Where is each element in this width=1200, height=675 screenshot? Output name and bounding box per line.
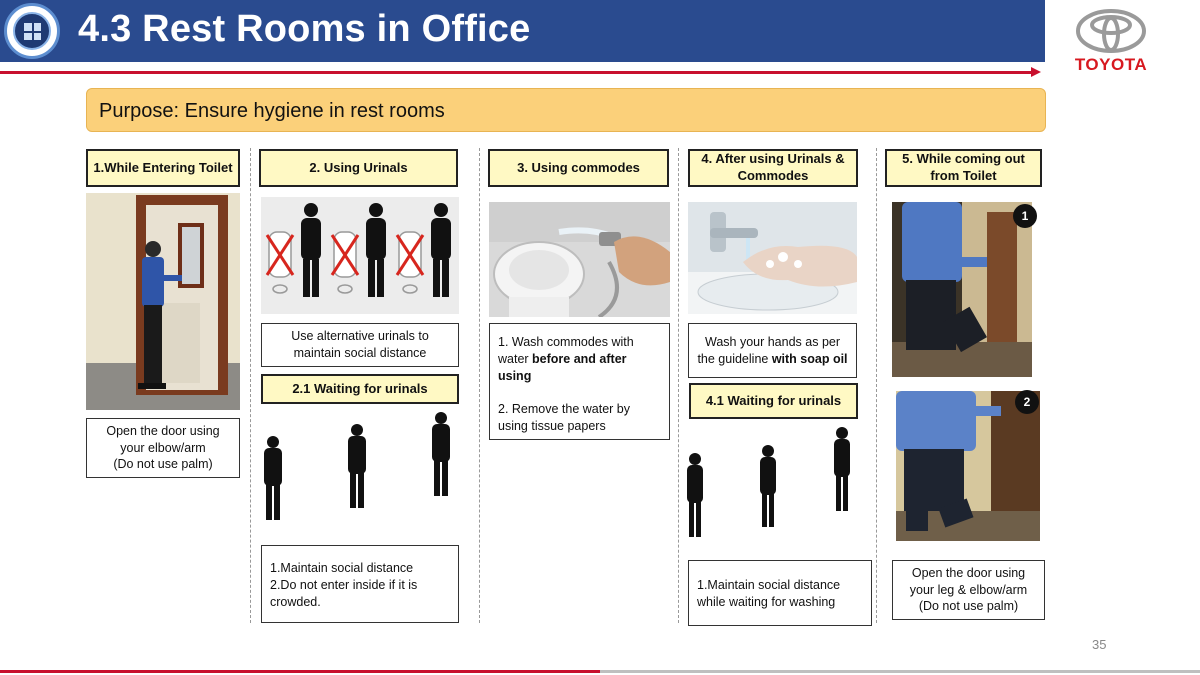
caption-emphasis: using bbox=[498, 368, 532, 383]
column-divider bbox=[479, 148, 480, 623]
caption-line: 1. Wash commodes with bbox=[498, 335, 634, 349]
step-2-heading bbox=[259, 149, 458, 187]
step-4-1-caption bbox=[688, 560, 872, 626]
step-2-1-caption bbox=[261, 545, 459, 623]
caption-line bbox=[498, 351, 661, 368]
caption-line: maintain social distance bbox=[293, 346, 427, 360]
waiting-people-illustration bbox=[683, 423, 863, 541]
photo-exit-step-2 bbox=[896, 391, 1040, 541]
step-4-caption bbox=[688, 323, 857, 378]
caption-emphasis: with soap oil bbox=[771, 351, 848, 366]
caption-line: crowded. bbox=[270, 594, 321, 609]
step-2-caption bbox=[261, 323, 459, 367]
caption-line: Open the door using bbox=[106, 423, 220, 438]
brand-wordmark: TOYOTA bbox=[1074, 55, 1148, 74]
caption-line: Open the door using bbox=[911, 565, 1026, 580]
step-4-1-heading bbox=[689, 383, 858, 419]
step-badge: 2 bbox=[1015, 390, 1039, 414]
step-4-heading bbox=[688, 149, 858, 187]
caption-line: 1.Maintain social distance bbox=[270, 561, 414, 575]
photo-commode-washing bbox=[489, 202, 670, 317]
caption-line: while waiting for washing bbox=[697, 594, 836, 609]
step-3-heading bbox=[488, 149, 669, 187]
column-divider bbox=[250, 148, 251, 623]
toyota-emblem-icon bbox=[1075, 8, 1147, 54]
caption-line: (Do not use palm) bbox=[918, 599, 1019, 614]
step-1-heading-text: 1.While Entering Toilet bbox=[93, 159, 233, 175]
footer-rule-gray bbox=[600, 670, 1200, 673]
photo-hand-washing bbox=[688, 202, 857, 314]
column-divider bbox=[876, 148, 877, 623]
urinal-distancing-illustration bbox=[261, 197, 459, 314]
caption-line: Use alternative urinals to bbox=[291, 329, 429, 344]
caption-text: water bbox=[498, 351, 533, 366]
step-5-caption bbox=[892, 560, 1045, 620]
step-4-1-heading-text: 4.1 Waiting for urinals bbox=[705, 392, 842, 408]
step-badge: 1 bbox=[1013, 204, 1037, 228]
purpose-banner bbox=[86, 88, 1046, 132]
caption-line: 2. Remove the water by bbox=[498, 401, 631, 416]
caption-line: your leg & elbow/arm bbox=[909, 582, 1028, 597]
caption-line: 1.Maintain social distance bbox=[697, 578, 841, 592]
caption-line bbox=[697, 351, 847, 368]
step-2-heading-text: 2. Using Urinals bbox=[309, 159, 408, 175]
purpose-text: Purpose: Ensure hygiene in rest rooms bbox=[99, 100, 445, 122]
step-4-heading-text: 4. After using Urinals & Commodes bbox=[701, 151, 845, 183]
step-5-heading-text: 5. While coming out from Toilet bbox=[902, 151, 1025, 183]
arrow-icon bbox=[1031, 67, 1041, 77]
step-1-heading bbox=[86, 149, 240, 187]
step-2-1-heading-text: 2.1 Waiting for urinals bbox=[292, 380, 428, 396]
header-divider bbox=[0, 71, 1034, 74]
step-3-heading-text: 3. Using commodes bbox=[517, 159, 640, 175]
step-2-1-heading bbox=[261, 374, 459, 404]
page-title: 4.3 Rest Rooms in Office bbox=[78, 8, 531, 50]
photo-entering-toilet bbox=[86, 193, 240, 410]
caption-line: (Do not use palm) bbox=[113, 457, 213, 472]
waiting-people-illustration bbox=[256, 410, 466, 525]
caption-line: your elbow/arm bbox=[120, 440, 206, 455]
caption-line: Wash your hands as per bbox=[704, 334, 841, 349]
step-1-caption bbox=[86, 418, 240, 478]
caption-line bbox=[498, 368, 661, 385]
step-5-heading bbox=[885, 149, 1042, 187]
page-number: 35 bbox=[1092, 637, 1107, 652]
photo-exit-step-1 bbox=[892, 202, 1032, 377]
column-divider bbox=[678, 148, 679, 623]
footer-rule-red bbox=[0, 670, 600, 673]
caption-emphasis: before and after bbox=[532, 351, 627, 366]
caption-line: using tissue papers bbox=[498, 418, 606, 433]
app-logo-icon bbox=[4, 3, 60, 59]
caption-line: 2.Do not enter inside if it is bbox=[270, 577, 418, 592]
step-3-caption bbox=[489, 323, 670, 440]
caption-spacer bbox=[498, 385, 661, 401]
caption-text: the guideline bbox=[697, 351, 772, 366]
